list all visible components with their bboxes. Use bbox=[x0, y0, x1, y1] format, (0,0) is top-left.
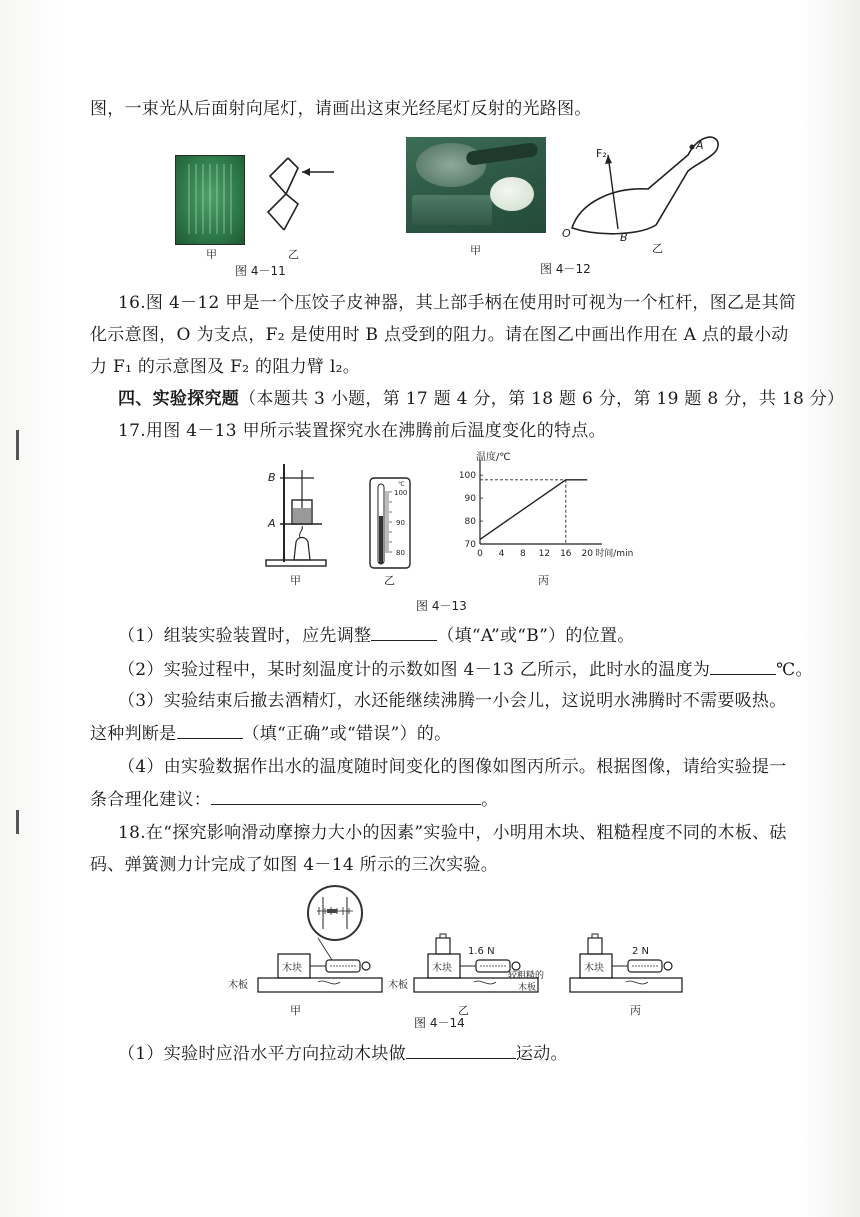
apparatus-label-b: B bbox=[268, 471, 276, 484]
q17-part2-text: （2）实验过程中，某时刻温度计的示数如图 4－13 乙所示，此时水的温度为 bbox=[118, 660, 711, 680]
tail-light-diagram bbox=[258, 150, 338, 240]
lever-label-f2: F₂ bbox=[596, 147, 607, 160]
q17-part3-line2 bbox=[90, 720, 840, 747]
q17-part1-text: （1）组装实验装置时，应先调整 bbox=[118, 626, 372, 646]
apparatus-label-a: A bbox=[268, 517, 276, 530]
dumpling-press-photo bbox=[406, 137, 546, 233]
q17-part4-text: 条合理化建议： bbox=[90, 790, 212, 810]
rough-board-label-2: 木板 bbox=[518, 983, 537, 993]
fig413-caption: 图 4－13 bbox=[416, 599, 467, 613]
fig411-label-yi: 乙 bbox=[288, 248, 299, 261]
chart-y-axis-label: 温度/℃ bbox=[476, 452, 511, 463]
thermometer-unit: ℃ bbox=[398, 481, 405, 488]
fig414-label-bing: 丙 bbox=[630, 1004, 641, 1017]
fig412-label-yi: 乙 bbox=[652, 242, 663, 255]
q16-text-line2: 化示意图，O 为支点，F₂ 是使用时 B 点受到的阻力。请在图乙中画出作用在 A 点的最小动 bbox=[90, 325, 789, 345]
chart-y-tick: 90 bbox=[464, 494, 476, 505]
fig411-caption: 图 4－11 bbox=[235, 264, 286, 278]
fig414-label-yi: 乙 bbox=[458, 1004, 469, 1017]
q17-stem: 17.用图 4－13 甲所示装置探究水在沸腾前后温度变化的特点。 bbox=[118, 421, 606, 441]
q16-text-line1: 16.图 4－12 甲是一个压饺子皮神器，其上部手柄在使用时可视为一个杠杆，图乙是其简 bbox=[118, 293, 797, 313]
lever-label-b: B bbox=[620, 231, 628, 244]
fig413-label-bing: 丙 bbox=[538, 574, 549, 587]
q17-part1-blank[interactable] bbox=[371, 622, 437, 641]
fig412-caption: 图 4－12 bbox=[540, 262, 591, 276]
chart-x-tick: 16 bbox=[560, 549, 572, 559]
q17-part2 bbox=[118, 656, 840, 683]
force-label-bing: 2 N bbox=[632, 946, 650, 957]
board-label-jia: 木板 bbox=[228, 980, 248, 991]
section4-note: （本题共 3 小题，第 17 题 4 分，第 18 题 6 分，第 19 题 8 分，共 18 分） bbox=[239, 389, 845, 409]
chart-y-tick: 100 bbox=[458, 471, 476, 482]
q18-part1-blank[interactable] bbox=[406, 1040, 516, 1059]
block-label-jia: 木块 bbox=[282, 963, 302, 974]
q17-part4-line2 bbox=[90, 786, 840, 813]
q17-part3-text: 这种判断是 bbox=[90, 724, 177, 744]
lever-diagram bbox=[560, 125, 740, 250]
chart-y-tick: 70 bbox=[464, 540, 476, 550]
q15-tail-text: 图，一束光从后面射向尾灯，请画出这束光经尾灯反射的光路图。 bbox=[90, 99, 592, 119]
thermometer-tick-90: 90 bbox=[396, 519, 405, 527]
section4-heading bbox=[118, 386, 845, 412]
block-label-yi: 木块 bbox=[432, 963, 452, 974]
q18-part1 bbox=[118, 1040, 840, 1067]
q17-part2-text-after: ℃。 bbox=[776, 660, 813, 680]
tail-light-photo bbox=[175, 155, 245, 245]
fig414-caption: 图 4－14 bbox=[414, 1016, 465, 1030]
chart-x-tick: 12 bbox=[538, 549, 551, 559]
q17-part4-line1: （4）由实验数据作出水的温度随时间变化的图像如图丙所示。根据图像，请给实验提一 bbox=[118, 757, 787, 777]
friction-experiment-diagram bbox=[228, 930, 688, 1000]
section4-title: 四、实验探究题 bbox=[118, 389, 240, 409]
force-label-yi: 1.6 N bbox=[468, 946, 495, 957]
q18-text-line1: 18.在“探究影响滑动摩擦力大小的因素”实验中，小明用木块、粗糙程度不同的木板、砝 bbox=[118, 823, 787, 843]
lever-label-o: O bbox=[562, 227, 571, 240]
scan-edge-mark bbox=[16, 810, 19, 834]
thermometer-tick-80: 80 bbox=[396, 549, 405, 557]
fig412-label-jia: 甲 bbox=[470, 244, 481, 257]
chart-y-tick: 80 bbox=[464, 517, 476, 528]
thermometer-diagram bbox=[368, 476, 416, 572]
q17-part1-text-after: （填“A”或“B”）的位置。 bbox=[437, 626, 635, 646]
q18-part1-text: （1）实验时应沿水平方向拉动木块做 bbox=[118, 1044, 406, 1064]
q17-part2-blank[interactable] bbox=[710, 656, 776, 675]
boiling-apparatus-diagram bbox=[262, 460, 332, 570]
q16-text-line3: 力 F₁ 的示意图及 F₂ 的阻力臂 l₂。 bbox=[90, 357, 361, 377]
q17-part3-blank[interactable] bbox=[177, 720, 243, 739]
board-label-yi: 木板 bbox=[388, 980, 408, 991]
q17-part4-blank[interactable] bbox=[211, 786, 481, 805]
chart-x-tick: 8 bbox=[520, 549, 526, 559]
fig413-label-yi: 乙 bbox=[384, 574, 395, 587]
q18-text-line2: 码、弹簧测力计完成了如图 4－14 所示的三次实验。 bbox=[90, 855, 499, 875]
q17-part4-text-after: 。 bbox=[481, 790, 499, 810]
rough-board-label-1: 较粗糙的 bbox=[508, 971, 545, 981]
q17-part3-line1: （3）实验结束后撤去酒精灯，水还能继续沸腾一小会儿，这说明水沸腾时不需要吸热。 bbox=[118, 691, 787, 711]
chart-x-axis-label: 时间/min bbox=[595, 549, 634, 559]
chart-series-line bbox=[480, 480, 587, 540]
scan-edge-mark bbox=[16, 430, 19, 460]
chart-x-tick: 4 bbox=[498, 549, 505, 559]
fig411-label-jia: 甲 bbox=[206, 248, 217, 261]
temperature-time-chart bbox=[448, 448, 738, 568]
q18-part1-text-after: 运动。 bbox=[515, 1044, 568, 1064]
thermometer-tick-100: 100 bbox=[394, 489, 408, 497]
q17-part1 bbox=[118, 622, 840, 649]
fig414-label-jia: 甲 bbox=[290, 1004, 301, 1017]
block-label-bing: 木块 bbox=[584, 963, 604, 974]
fig413-label-jia: 甲 bbox=[290, 574, 301, 587]
chart-x-tick: 0 bbox=[477, 549, 483, 559]
chart-x-tick: 20 bbox=[581, 549, 593, 559]
lever-label-a: A bbox=[696, 139, 704, 152]
q17-part3-text-after: （填“正确”或“错误”）的。 bbox=[242, 724, 452, 744]
